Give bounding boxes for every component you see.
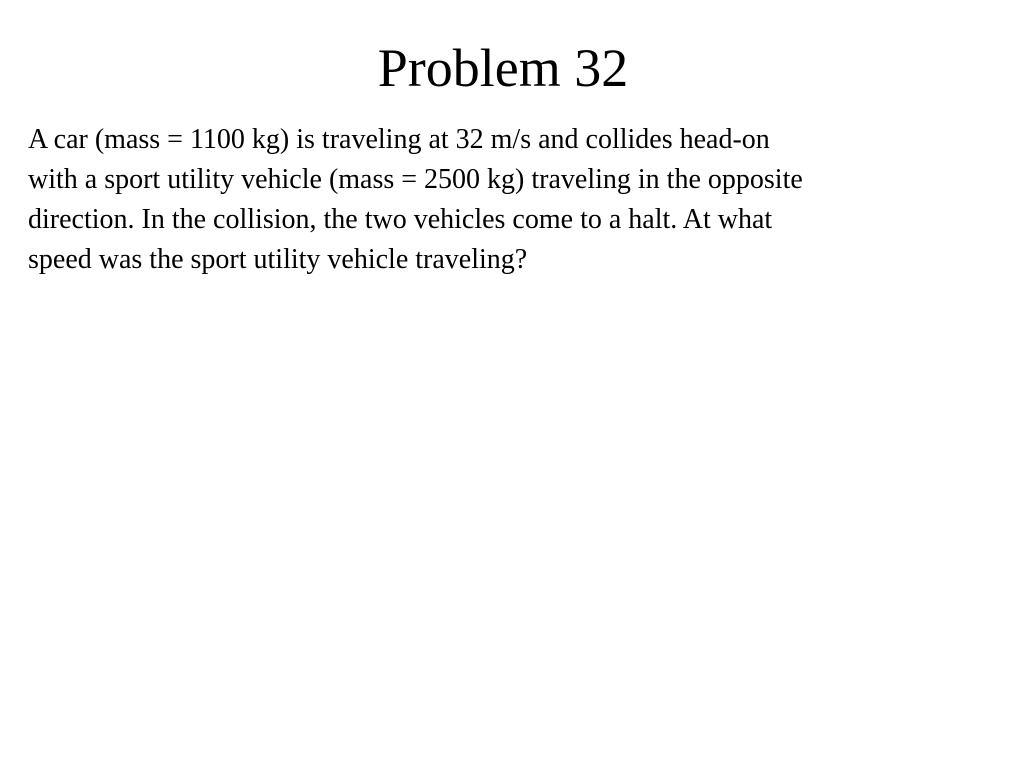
- problem-line: with a sport utility vehicle (mass = 2500 kg) traveling in the opposite: [28, 164, 803, 195]
- problem-line: speed was the sport utility vehicle traveling?: [28, 244, 528, 275]
- problem-line: A car (mass = 1100 kg) is traveling at 32 m/s and collides head-on: [28, 124, 770, 155]
- problem-statement: [28, 120, 988, 280]
- slide-title: Problem 32: [377, 38, 629, 98]
- problem-line: direction. In the collision, the two vehicles come to a halt. At what: [28, 204, 773, 235]
